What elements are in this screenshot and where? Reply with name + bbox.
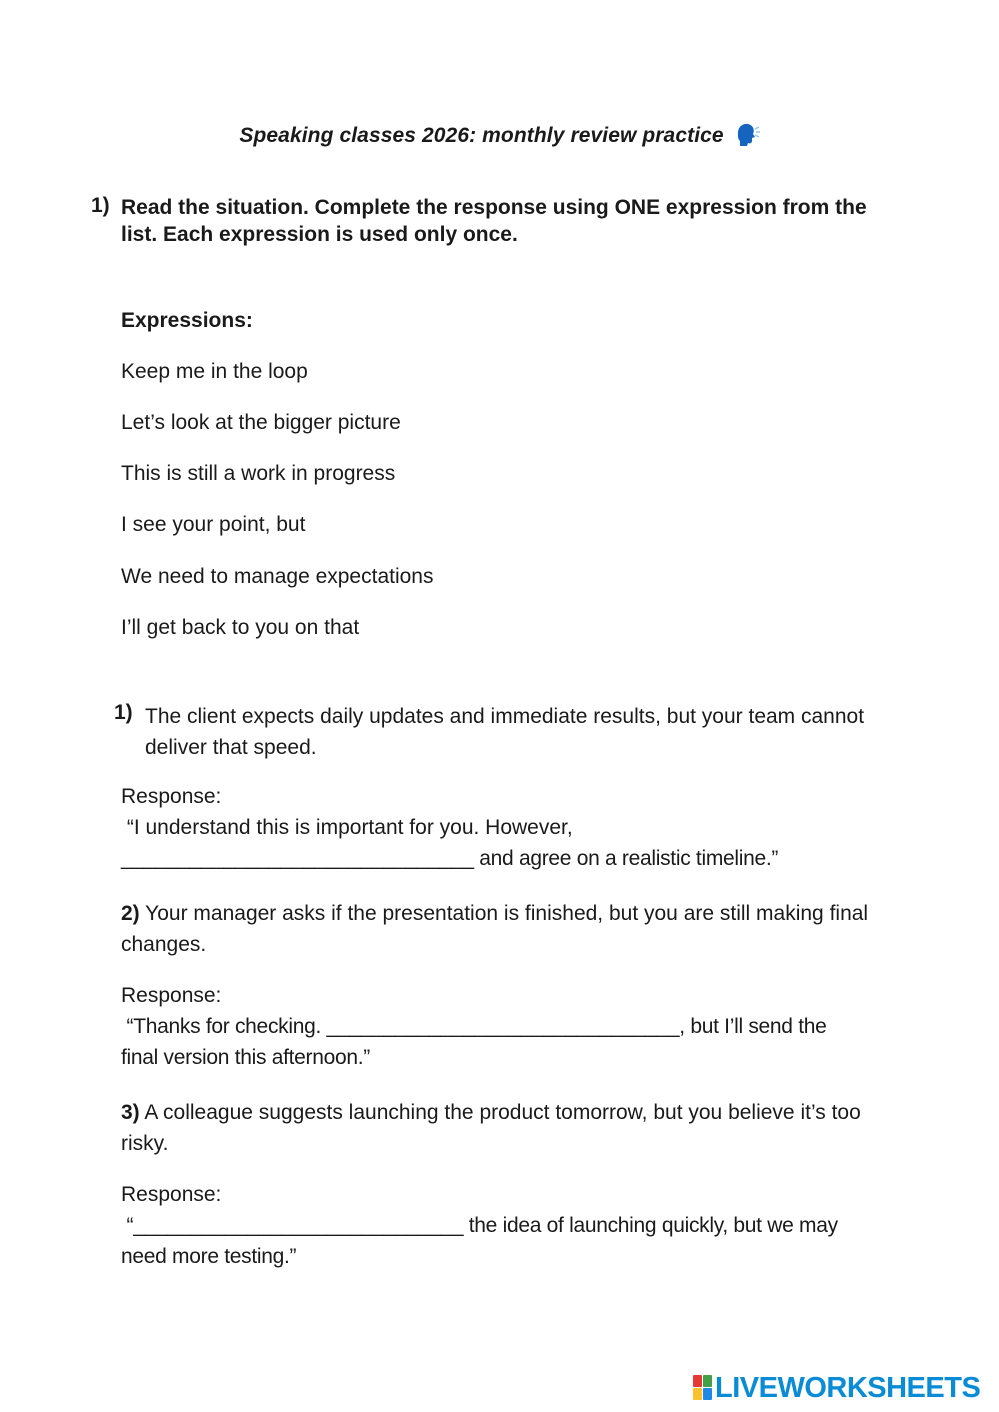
response-blank-line: “_____________________________ the idea of launching quickly, but we may need more testing.” <box>121 1214 844 1268</box>
question-3-situation: A colleague suggests launching the product tomorrow, but you believe it’s too risky. <box>121 1101 861 1155</box>
response-label: Response: <box>121 785 222 808</box>
expression-item: We need to manage expectations <box>121 565 434 588</box>
question-1-situation: The client expects daily updates and immediate results, but your team cannot deliver that speed. <box>145 705 865 759</box>
response-blank-line: _______________________________ and agree on a realistic timeline.” <box>121 847 779 870</box>
question-2-number: 2) <box>121 902 140 925</box>
instruction-text: Read the situation. Complete the response using ONE expression from the list. Each expression is used only once. <box>121 196 867 246</box>
page-title <box>0 121 999 148</box>
logo-mark-icon <box>693 1375 713 1401</box>
question-2 <box>121 898 901 1073</box>
question-3 <box>121 1097 901 1272</box>
logo-text: LIVEWORKSHEETS <box>715 1371 981 1404</box>
title-text: Speaking classes 2026: monthly review practice <box>239 124 724 147</box>
response-line: “I understand this is important for you. However, <box>121 816 573 839</box>
instruction-number: 1) <box>91 194 110 217</box>
question-3-situation-line <box>121 1097 891 1159</box>
response-label: Response: <box>121 1183 222 1206</box>
speaking-head-icon <box>734 121 760 147</box>
expressions-heading: Expressions: <box>121 309 253 332</box>
question-3-number: 3) <box>121 1101 140 1124</box>
expression-item: I’ll get back to you on that <box>121 616 360 639</box>
question-2-situation-line <box>121 898 901 960</box>
expression-item: This is still a work in progress <box>121 462 396 485</box>
expression-item: I see your point, but <box>121 513 306 536</box>
expression-item: Let’s look at the bigger picture <box>121 411 401 434</box>
question-2-situation: Your manager asks if the presentation is finished, but you are still making final changes. <box>121 902 869 956</box>
question-1-response <box>121 781 901 874</box>
liveworksheets-logo <box>693 1373 980 1403</box>
expression-item: Keep me in the loop <box>121 360 308 383</box>
response-label: Response: <box>121 984 222 1007</box>
response-blank-line: “Thanks for checking. _______________________________, but I’ll send the final version this afternoon.” <box>121 1015 833 1069</box>
question-1-number: 1) <box>114 701 133 724</box>
